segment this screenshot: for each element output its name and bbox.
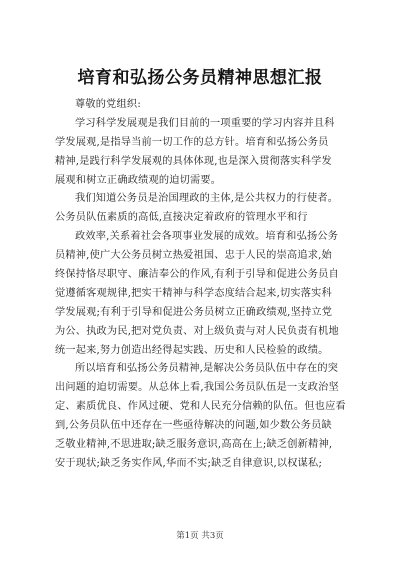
document-title: 培育和弘扬公务员精神思想汇报: [77, 68, 323, 88]
body-line: 所以培育和弘扬公务员精神,是解决公务员队伍中存在的突: [75, 363, 339, 375]
body-line: 公务员队伍素质的高低,直接决定着政府的管理水平和行: [55, 212, 308, 224]
body-line: 终保持恪尽职守、廉洁奉公的作风,有利于引导和促进公务员自: [55, 269, 339, 281]
body-line: 精神,是践行科学发展观的具体体现,也是深入贯彻落实科学发: [55, 155, 332, 167]
body-line: 乏敬业精神,不思进取;缺乏服务意识,高高在上;缺乏创新精神,: [55, 439, 333, 451]
body-line: 为公、执政为民,把对党负责、对上级负责与对人民负责有机地: [55, 325, 339, 337]
body-line: 统一起来,努力创造出经得起实践、历史和人民检验的政绩。: [55, 344, 329, 356]
body-line: 安于现状;缺乏务实作风,华而不实;缺乏自律意识,以权谋私;: [55, 457, 323, 469]
body-line: 政效率,关系着社会各项事业发展的成效。培育和弘扬公务: [75, 231, 339, 243]
body-line: 到,公务员队伍中还存在一些亟待解决的问题,如少数公务员缺: [55, 420, 332, 432]
body-line: 员精神,使广大公务员树立热爱祖国、忠于人民的崇高追求,始: [55, 250, 332, 262]
body-line: 学发展观,是指导当前一切工作的总方针。培育和弘扬公务员: [55, 136, 329, 148]
body-line: 出问题的迫切需要。从总体上看,我国公务员队伍是一支政治坚: [55, 382, 339, 394]
body-line: 学发展观;有利于引导和促进公务员树立正确政绩观,坚持立党: [55, 306, 333, 318]
body-line: 展观和树立正确政绩观的迫切需要。: [55, 174, 222, 186]
body-line: 定、素质优良、作风过硬、党和人民充分信赖的队伍。但也应看: [55, 401, 346, 413]
page-footer: 第1页 共3页: [176, 531, 224, 541]
body-line: 学习科学发展观是我们目前的一项重要的学习内容并且科: [75, 117, 335, 129]
document-body: [55, 96, 347, 474]
body-line: 尊敬的党组织:: [75, 99, 141, 110]
body-line: 觉遵循客观规律,把实干精神与科学态度结合起来,切实落实科: [55, 287, 332, 299]
body-line: 我们知道公务员是治国理政的主体,是公共权力的行使者。: [75, 193, 339, 205]
